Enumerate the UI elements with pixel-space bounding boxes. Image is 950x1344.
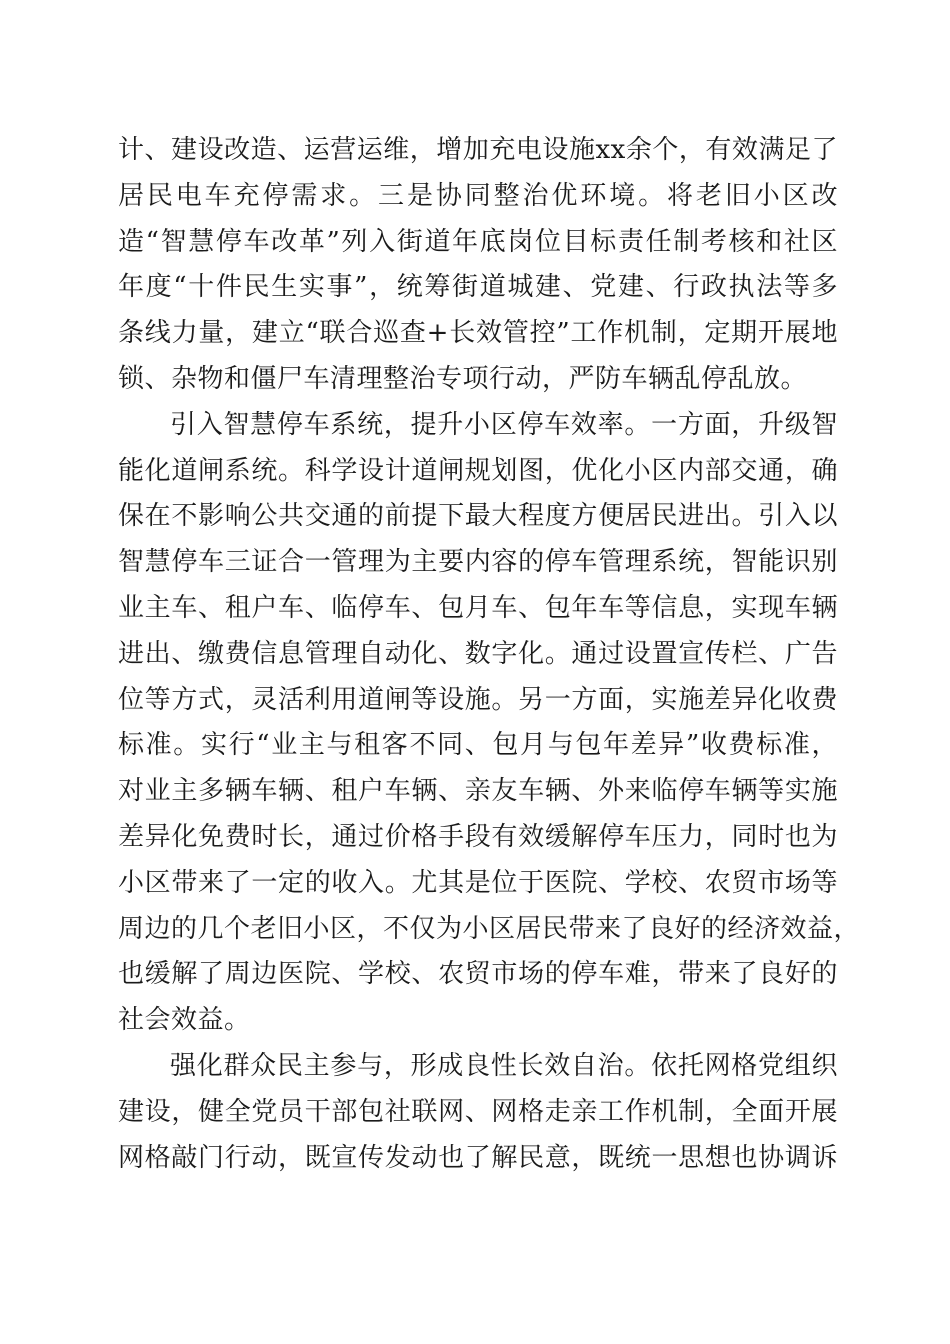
paragraph-first-line: 引入智慧停车系统，提升小区停车效率。一方面，升级智 (170, 409, 838, 440)
text-line: 条线力量，建立“联合巡查+长效管控”工作机制，定期开展地 (118, 318, 838, 349)
text-line: 小区带来了一定的收入。尤其是位于医院、学校、农贸市场等 (118, 867, 838, 898)
text-line: 能化道闸系统。科学设计道闸规划图，优化小区内部交通，确 (118, 455, 838, 486)
text-line: 对业主多辆车辆、租户车辆、亲友车辆、外来临停车辆等实施 (118, 776, 838, 807)
text-line: 进出、缴费信息管理自动化、数字化。通过设置宣传栏、广告 (118, 638, 838, 669)
text-line: 造“智慧停车改革”列入街道年底岗位目标责任制考核和社区 (118, 226, 838, 257)
body-text (118, 128, 861, 1181)
text-line: 网格敲门行动，既宣传发动也了解民意，既统一思想也协调诉 (118, 1142, 838, 1173)
text-line: 标准。实行“业主与租客不同、包月与包年差异”收费标准， (118, 730, 838, 761)
text-line: 保在不影响公共交通的前提下最大程度方便居民进出。引入以 (118, 501, 838, 532)
text-line: 周边的几个老旧小区，不仅为小区居民带来了良好的经济效益， (118, 913, 861, 944)
text-line: 社会效益。 (118, 1005, 251, 1036)
text-line: 差异化免费时长，通过价格手段有效缓解停车压力，同时也为 (118, 821, 838, 852)
text-line: 计、建设改造、运营运维，增加充电设施xx余个，有效满足了 (118, 135, 838, 165)
text-line: 也缓解了周边医院、学校、农贸市场的停车难，带来了良好的 (118, 959, 838, 990)
text-line: 锁、杂物和僵尸车清理整治专项行动，严防车辆乱停乱放。 (118, 363, 808, 394)
text-line: 位等方式，灵活利用道闸等设施。另一方面，实施差异化收费 (118, 684, 838, 715)
text-line: 智慧停车三证合一管理为主要内容的停车管理系统，智能识别 (118, 547, 838, 578)
text-line: 建设，健全党员干部包社联网、网格走亲工作机制，全面开展 (118, 1096, 838, 1127)
paragraph-first-line: 强化群众民主参与，形成良性长效自治。依托网格党组织 (170, 1050, 838, 1081)
text-line: 居民电车充停需求。三是协同整治优环境。将老旧小区改 (118, 180, 838, 211)
text-line: 年度“十件民生实事”，统筹街道城建、党建、行政执法等多 (118, 272, 838, 303)
text-line: 业主车、租户车、临停车、包月车、包年车等信息，实现车辆 (118, 592, 838, 623)
